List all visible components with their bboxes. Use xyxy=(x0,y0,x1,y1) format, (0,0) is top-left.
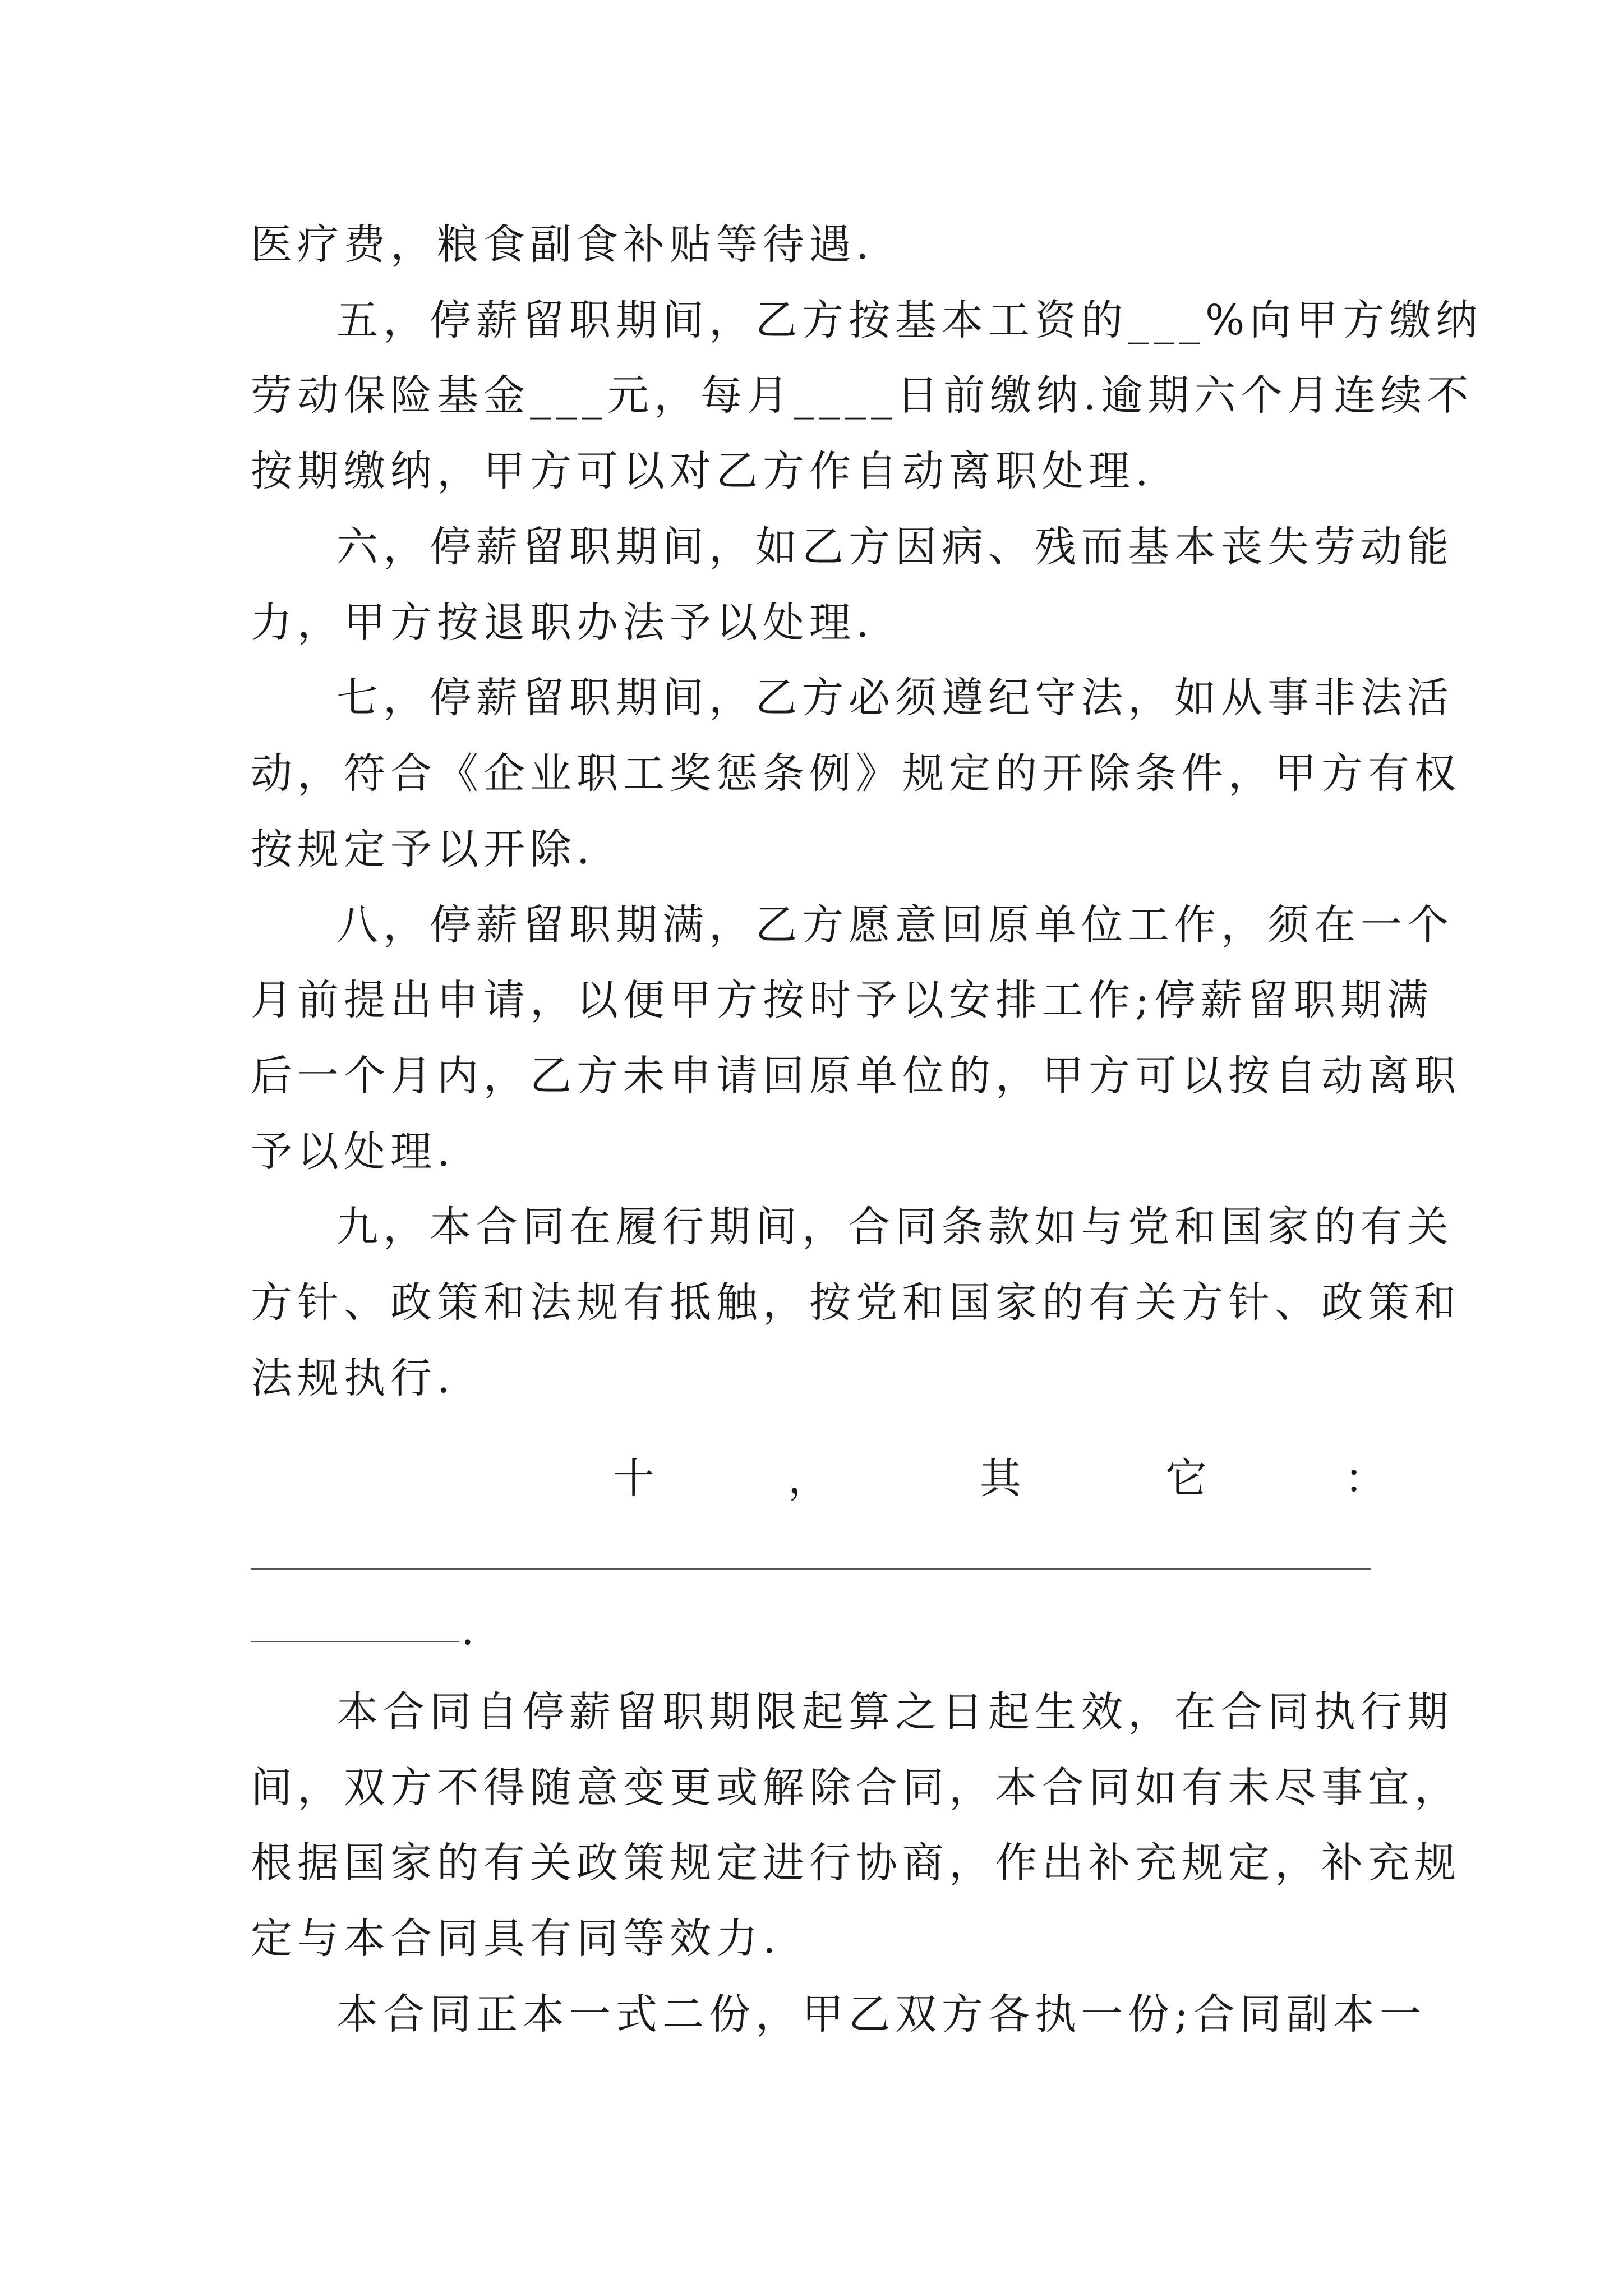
text-line: 动，符合《企业职工奖惩条例》规定的开除条件，甲方有权 xyxy=(251,749,1461,798)
item-ten-char: 它 xyxy=(1165,1455,1207,1503)
text-line: 予以处理. xyxy=(251,1128,455,1176)
text-line: 按期缴纳，甲方可以对乙方作自动离职处理. xyxy=(251,447,1154,495)
clause-nine-line: 九，本合同在履行期间，合同条款如与党和国家的有关 xyxy=(336,1203,1454,1251)
text-line: 定与本合同具有同等效力. xyxy=(251,1915,781,1963)
copies-clause-line: 本合同正本一式二份，甲乙双方各执一份;合同副本一 xyxy=(336,1990,1426,2039)
clause-five-line: 五，停薪留职期间，乙方按基本工资的___%向甲方缴纳 xyxy=(336,296,1483,344)
text-line: 法规执行. xyxy=(251,1354,455,1402)
clause-seven-line: 七，停薪留职期间，乙方必须遵纪守法，如从事非法活 xyxy=(336,674,1454,722)
text-line: 劳动保险基金___元，每月____日前缴纳.逾期六个月连续不 xyxy=(251,371,1474,420)
item-ten-char: 其 xyxy=(980,1455,1021,1503)
clause-eight-line: 八，停薪留职期满，乙方愿意回原单位工作，须在一个 xyxy=(336,901,1454,949)
item-ten-comma: ， xyxy=(788,1455,829,1503)
text-line: 力，甲方按退职办法予以处理. xyxy=(251,599,874,647)
clause-six-line: 六，停薪留职期间，如乙方因病、残而基本丧失劳动能 xyxy=(336,523,1454,571)
text-line: 月前提出申请，以便甲方按时予以安排工作;停薪留职期满 xyxy=(251,976,1433,1024)
item-ten-colon: ： xyxy=(1344,1455,1386,1503)
text-line: 根据国家的有关政策规定进行协商，作出补充规定，补充规 xyxy=(251,1839,1461,1887)
item-ten-number: 十 xyxy=(613,1455,654,1503)
blank-line xyxy=(251,1568,1371,1570)
text-line: 间，双方不得随意变更或解除合同，本合同如有未尽事宜， xyxy=(251,1764,1461,1812)
text-line: 医疗费，粮食副食补贴等待遇. xyxy=(251,220,874,269)
blank-line xyxy=(251,1641,459,1642)
text-line: 后一个月内，乙方未申请回原单位的，甲方可以按自动离职 xyxy=(251,1052,1461,1100)
blank-end-period: . xyxy=(461,1606,474,1654)
effect-clause-line: 本合同自停薪留职期限起算之日起生效，在合同执行期 xyxy=(336,1688,1454,1736)
text-line: 按规定予以开除. xyxy=(251,825,595,873)
text-line: 方针、政策和法规有抵触，按党和国家的有关方针、政策和 xyxy=(251,1278,1461,1327)
